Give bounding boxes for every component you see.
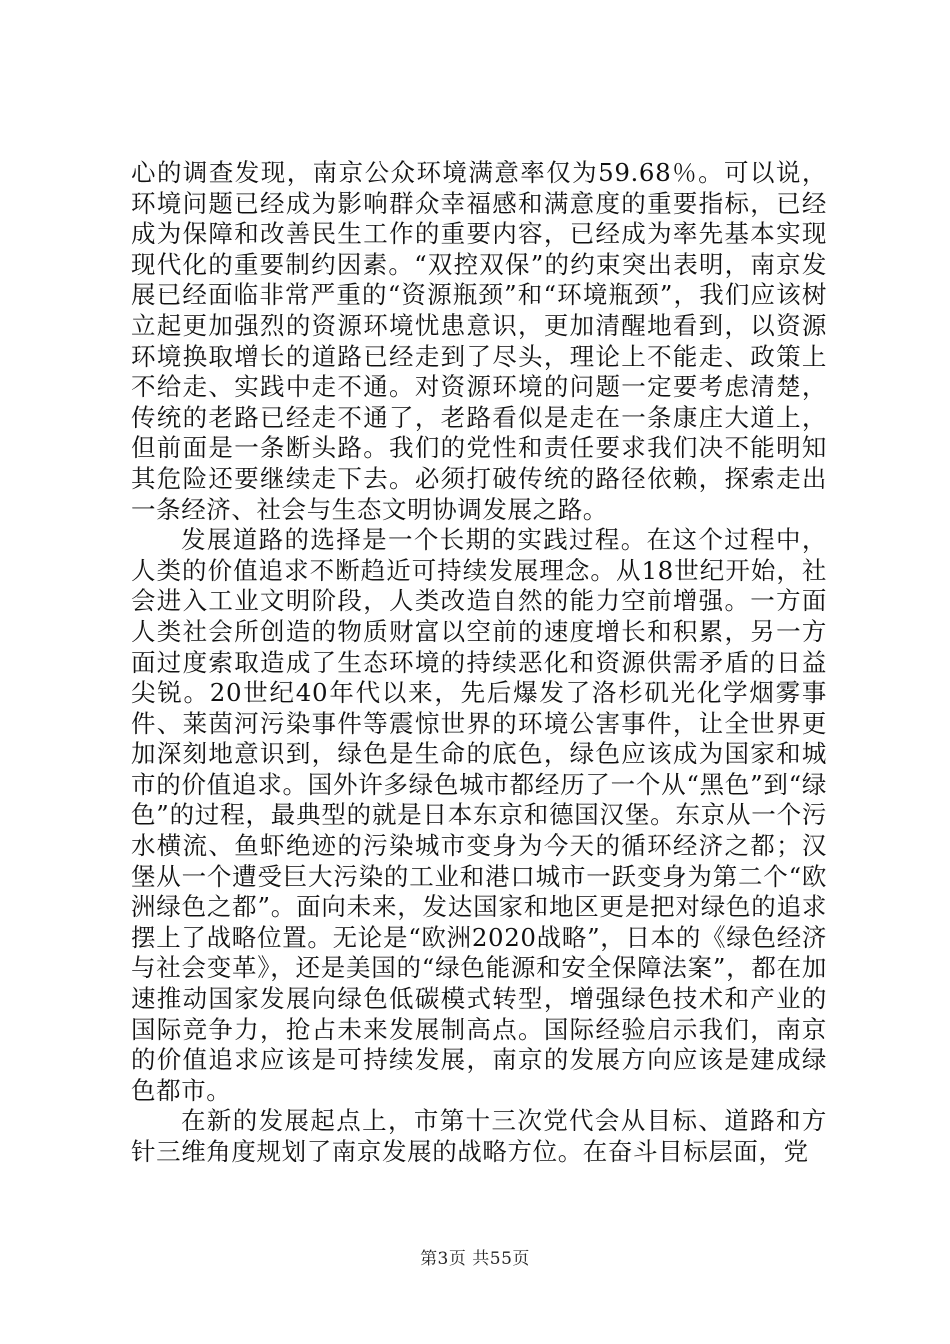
page-number-footer: 第3页 共55页 bbox=[420, 1249, 530, 1269]
paragraph-new-starting-point: 在新的发展起点上，市第十三次党代会从目标、道路和方针三维角度规划了南京发展的战略方位。在奋斗目标层面，党 bbox=[131, 1106, 827, 1166]
paragraph-continued: 心的调查发现，南京公众环境满意率仅为59.68％。可以说，环境问题已经成为影响群众幸福感和满意度的重要指标，已经成为保障和改善民生工作的重要内容，已经成为率先基本实现现代化的重要制约因素。“双控双保”的约束突出表明，南京发展已经面临非常严重的“资源瓶颈”和“环境瓶颈”，我们应该树立起更加强烈的资源环境忧患意识，更加清醒地看到，以资源环境换取增长的道路已经走到了尽头，理论上不能走、政策上不给走、实践中走不通。对资源环境的问题一定要考虑清楚，传统的老路已经走不通了，老路看似是走在一条康庄大道上，但前面是一条断头路。我们的党性和责任要求我们决不能明知其危险还要继续走下去。必须打破传统的路径依赖，探索走出一条经济、社会与生态文明协调发展之路。 bbox=[131, 158, 827, 524]
document-body bbox=[131, 158, 827, 1168]
paragraph-development-path: 发展道路的选择是一个长期的实践过程。在这个过程中，人类的价值追求不断趋近可持续发展理念。从18世纪开始，社会进入工业文明阶段，人类改造自然的能力空前增强。一方面人类社会所创造的物质财富以空前的速度增长和积累，另一方面过度索取造成了生态环境的持续恶化和资源供需矛盾的日益尖锐。20世纪40年代以来，先后爆发了洛杉矶光化学烟雾事件、莱茵河污染事件等震惊世界的环境公害事件，让全世界更加深刻地意识到，绿色是生命的底色，绿色应该成为国家和城市的价值追求。国外许多绿色城市都经历了一个从“黑色”到“绿色”的过程，最典型的就是日本东京和德国汉堡。东京从一个污水横流、鱼虾绝迹的污染城市变身为今天的循环经济之都；汉堡从一个遭受巨大污染的工业和港口城市一跃变身为第二个“欧洲绿色之都”。面向未来，发达国家和地区更是把对绿色的追求摆上了战略位置。无论是“欧洲2020战略”，日本的《绿色经济与社会变革》，还是美国的“绿色能源和安全保障法案”，都在加速推动国家发展向绿色低碳模式转型，增强绿色技术和产业的国际竞争力，抢占未来发展制高点。国际经验启示我们，南京的价值追求应该是可持续发展，南京的发展方向应该是建成绿色都市。 bbox=[131, 525, 827, 1105]
